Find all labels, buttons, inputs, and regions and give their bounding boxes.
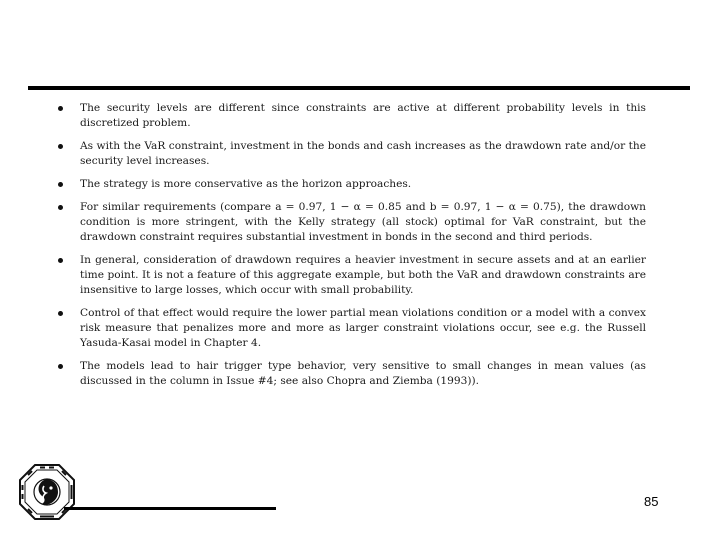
bullet-text: In general, consideration of drawdown requires a heavier investment in secure assets and at an earlier time point. It is not a feature of this aggregate example, but both the VaR and drawdown constraints are insensitive to large losses, which occur with small probability. [80, 254, 646, 296]
bullet-item [54, 177, 646, 192]
bullet-item [54, 253, 646, 298]
bullet-text: For similar requirements (compare a = 0.97, 1 − α = 0.85 and b = 0.97, 1 − α = 0.75), the drawdown condition is more stringent, with the Kelly strategy (all stock) optimal for VaR constraint, but the drawdown constraint requires substantial investment in bonds in the second and third periods. [80, 201, 646, 243]
page-number: 85 [644, 494, 659, 509]
bullet-dot-icon [58, 182, 63, 187]
bullet-list [54, 101, 646, 397]
bullet-dot-icon [58, 144, 63, 149]
bullet-dot-icon [58, 205, 63, 210]
bullet-item [54, 101, 646, 131]
bullet-item [54, 139, 646, 169]
octagon-trigram-logo-icon [18, 463, 76, 521]
bullet-item [54, 359, 646, 389]
bullet-text: As with the VaR constraint, investment in the bonds and cash increases as the drawdown rate and/or the security level increases. [80, 140, 646, 167]
top-divider [28, 86, 690, 90]
bullet-text: The security levels are different since constraints are active at different probability levels in this discretized problem. [80, 102, 646, 129]
bullet-dot-icon [58, 311, 63, 316]
bullet-item [54, 200, 646, 245]
bullet-text: The strategy is more conservative as the horizon approaches. [80, 178, 412, 190]
bullet-item [54, 306, 646, 351]
bullet-text: Control of that effect would require the lower partial mean violations condition or a model with a convex risk measure that penalizes more and more as larger constraint violations occur, see e.g. the Russell Yasuda-Kasai model in Chapter 4. [80, 307, 646, 349]
bullet-dot-icon [58, 106, 63, 111]
bottom-divider [64, 507, 276, 510]
bullet-dot-icon [58, 258, 63, 263]
bullet-text: The models lead to hair trigger type behavior, very sensitive to small changes in mean values (as discussed in the column in Issue #4; see also Chopra and Ziemba (1993)). [80, 360, 646, 387]
bullet-dot-icon [58, 364, 63, 369]
